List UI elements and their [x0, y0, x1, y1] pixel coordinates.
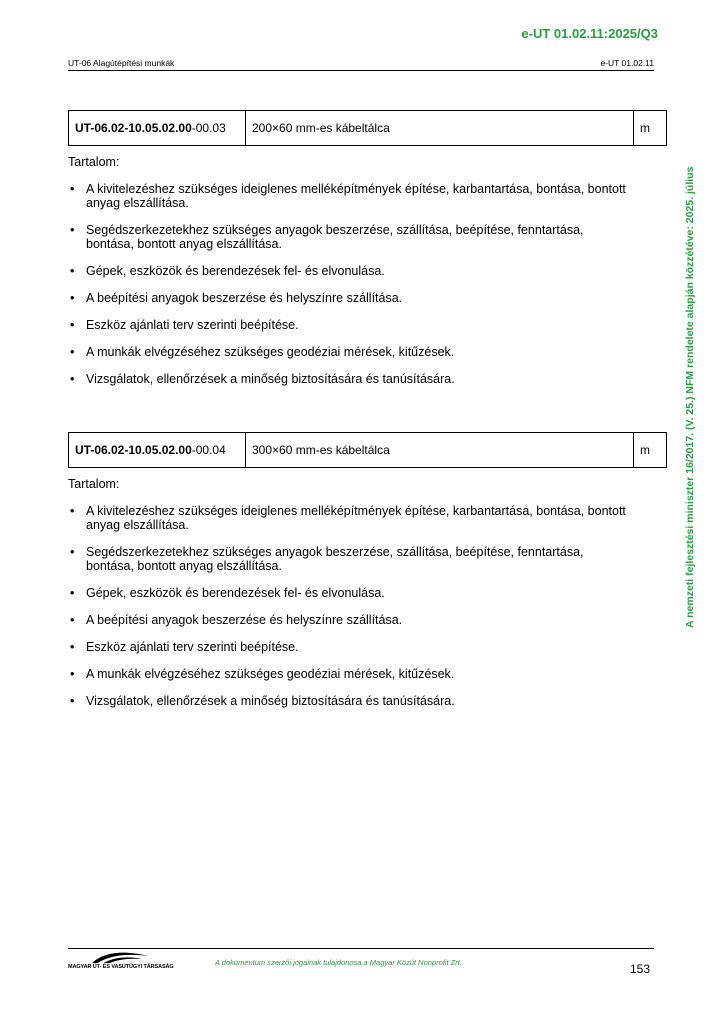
list-item: • A beépítési anyagok beszerzése és helyszínre szállítása.: [68, 613, 628, 627]
list-item: • Vizsgálatok, ellenőrzések a minőség biztosítására és tanúsítására.: [68, 372, 628, 386]
content-title-1: Tartalom:: [68, 155, 120, 169]
page-number: 153: [630, 962, 651, 976]
item-description: 300×60 mm-es kábeltálca: [246, 433, 634, 468]
content-title-2: Tartalom:: [68, 477, 120, 491]
item-table-1: [68, 110, 667, 146]
table-row: [69, 111, 667, 146]
section-title: UT-06 Alagútépítési munkák: [68, 58, 175, 68]
running-head: [68, 58, 654, 71]
list-item: • Vizsgálatok, ellenőrzések a minőség biztosítására és tanúsítására.: [68, 694, 628, 708]
list-item: • Gépek, eszközök és berendezések fel- és elvonulása.: [68, 264, 628, 278]
doc-id: e-UT 01.02.11:2025/Q3: [521, 26, 658, 41]
footer-copyright: A dokumentum szerzői jogainak tulajdonosa a Magyar Közút Nonprofit Zrt.: [215, 958, 462, 967]
item-code-suffix: -00.03: [191, 121, 226, 135]
list-item: • Eszköz ajánlati terv szerinti beépítése.: [68, 318, 628, 332]
item-unit: m: [634, 111, 667, 146]
item-description: 200×60 mm-es kábeltálca: [246, 111, 634, 146]
list-item: • Eszköz ajánlati terv szerinti beépítése.: [68, 640, 628, 654]
list-item: • A kivitelezéshez szükséges ideiglenes melléképítmények építése, karbantartása, bontása, bontott anyag elszállítása.: [68, 182, 628, 210]
list-item: • A munkák elvégzéséhez szükséges geodéziai mérések, kitűzések.: [68, 345, 628, 359]
list-item: • Segédszerkezetekhez szükséges anyagok beszerzése, szállítása, beépítése, fenntartása, bontása, bontott anyag elszállítása.: [68, 545, 628, 573]
list-item: • A kivitelezéshez szükséges ideiglenes melléképítmények építése, karbantartása, bontása, bontott anyag elszállítása.: [68, 504, 628, 532]
list-item: • Segédszerkezetekhez szükséges anyagok beszerzése, szállítása, beépítése, fenntartása, bontása, bontott anyag elszállítása.: [68, 223, 628, 251]
list-item: • A munkák elvégzéséhez szükséges geodéziai mérések, kitűzések.: [68, 667, 628, 681]
item-code-suffix: -00.04: [191, 443, 226, 457]
section-short: e-UT 01.02.11: [600, 58, 654, 68]
item-unit: m: [634, 433, 667, 468]
item-code: [69, 433, 246, 468]
item-code-bold: UT-06.02-10.05.02.00: [75, 443, 192, 457]
footer-rule: [68, 948, 654, 949]
footer-logo: [68, 950, 178, 974]
item-code-bold: UT-06.02-10.05.02.00: [75, 121, 192, 135]
road-swoosh-icon: [90, 950, 150, 964]
list-item: • A beépítési anyagok beszerzése és helyszínre szállítása.: [68, 291, 628, 305]
item-code: [69, 111, 246, 146]
content-list-2: [68, 504, 628, 721]
content-list-1: [68, 182, 628, 399]
list-item: • Gépek, eszközök és berendezések fel- és elvonulása.: [68, 586, 628, 600]
side-note: A nemzeti fejlesztési miniszter 16/2017. (V. 25.) NFM rendelete alapján közzétéve: 2025. július: [684, 166, 696, 628]
logo-text: MAGYAR ÚT- ÉS VASÚTÜGYI TÁRSASÁG: [68, 964, 174, 970]
table-row: [69, 433, 667, 468]
item-table-2: [68, 432, 667, 468]
